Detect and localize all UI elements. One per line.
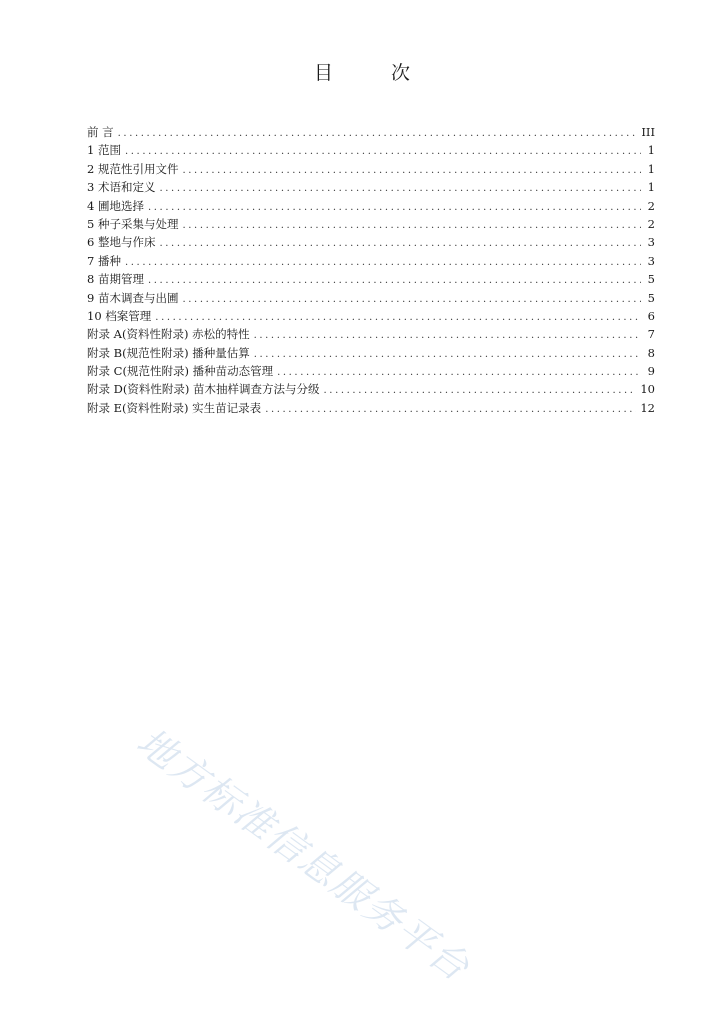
toc-leader-dots [159,180,641,198]
toc-entry-seedling-management[interactable] [87,270,655,288]
toc-entry-label: 2 规范性引用文件 [87,161,179,176]
toc-leader-dots [148,272,641,290]
toc-entry-normative-references[interactable] [87,160,655,178]
toc-page-number: 1 [647,180,655,195]
toc-entry-appendix-b[interactable] [87,344,655,362]
toc-page-number: 1 [647,143,655,158]
toc-entry-appendix-a[interactable] [87,325,655,343]
toc-leader-dots [125,143,641,161]
toc-entry-appendix-e[interactable] [87,399,655,417]
toc-leader-dots [277,364,641,382]
toc-page-number: 1 [647,161,655,176]
toc-entry-label: 7 播种 [87,253,121,268]
toc-page-number: 10 [640,382,655,397]
toc-entry-land-preparation[interactable] [87,233,655,251]
toc-entry-label: 附录 A(资料性附录) 赤松的特性 [87,327,250,342]
toc-entry-foreword[interactable] [87,123,655,141]
toc-page-number: 5 [647,272,655,287]
toc-page-number: 12 [640,400,655,415]
toc-entry-scope[interactable] [87,141,655,159]
toc-leader-dots [159,235,641,253]
toc-entry-appendix-d[interactable] [87,380,655,398]
watermark: 地方标准信息服务平台 [128,719,479,991]
toc-entry-label: 4 圃地选择 [87,198,144,213]
page-title: 目 次 [313,62,437,84]
toc-leader-dots [125,254,641,272]
toc-entry-records[interactable] [87,307,655,325]
toc-entry-label: 附录 B(规范性附录) 播种量估算 [87,345,250,360]
toc-leader-dots [148,199,641,217]
toc-entry-sowing[interactable] [87,252,655,270]
toc-entry-label: 3 术语和定义 [87,180,156,195]
toc-entry-label: 附录 D(资料性附录) 苗木抽样调查方法与分级 [87,382,320,397]
toc-leader-dots [265,401,636,419]
toc-entry-seed-collection[interactable] [87,215,655,233]
toc-entry-label: 附录 C(规范性附录) 播种苗动态管理 [87,364,274,379]
toc-leader-dots [182,217,641,235]
toc-entry-label: 6 整地与作床 [87,235,156,250]
toc-entry-terms[interactable] [87,178,655,196]
toc-entry-label: 5 种子采集与处理 [87,216,179,231]
toc-page-number: III [641,125,655,139]
toc-entry-appendix-c[interactable] [87,362,655,380]
toc-page-number: 5 [647,290,655,305]
toc-leader-dots [254,346,641,364]
toc-entry-seedling-survey[interactable] [87,289,655,307]
toc-entry-label: 8 苗期管理 [87,272,144,287]
toc-leader-dots [182,162,641,180]
toc-page-number: 6 [647,308,655,323]
toc-entry-label: 前 言 [87,125,114,139]
toc-entry-label: 附录 E(资料性附录) 实生苗记录表 [87,400,262,415]
toc-page-number: 2 [647,198,655,213]
toc-page-number: 7 [647,327,655,342]
toc-leader-dots [182,291,641,309]
toc-page-number: 2 [647,216,655,231]
toc-leader-dots [118,125,638,143]
toc-page-number: 3 [647,235,655,250]
toc-leader-dots [324,382,637,400]
toc-page-number: 3 [647,253,655,268]
toc-entry-label: 9 苗木调查与出圃 [87,290,179,305]
toc-entry-nursery-site[interactable] [87,197,655,215]
toc-page-number: 9 [647,364,655,379]
toc-page-number: 8 [647,345,655,360]
toc-entry-label: 1 范围 [87,143,121,158]
toc-leader-dots [254,327,641,345]
toc-entry-label: 10 档案管理 [87,308,152,323]
table-of-contents [87,123,655,417]
